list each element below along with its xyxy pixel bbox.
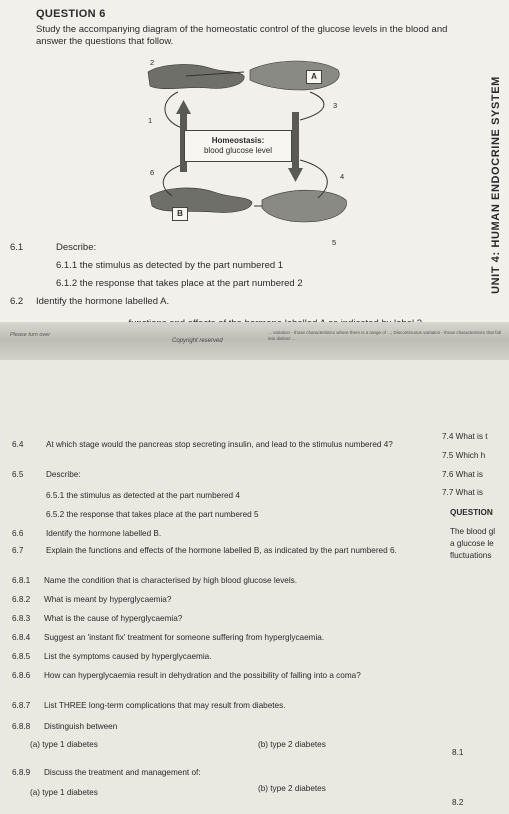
q-6-1-text: Describe:: [56, 242, 97, 253]
q-6-8-9-num: 6.8.9: [12, 768, 31, 777]
q-6-8-9-b: (b) type 2 diabetes: [258, 784, 326, 793]
liver-bottom-image: [262, 190, 347, 222]
unit-side-label: UNIT 4: HUMAN ENDOCRINE SYSTEM: [490, 76, 502, 294]
number-1: 1: [148, 116, 153, 125]
q-6-8-8-num: 6.8.8: [12, 722, 31, 731]
q-6-6-num: 6.6: [12, 529, 24, 538]
right-blood-text: The blood gl: [450, 527, 496, 536]
top-page: [0, 0, 509, 330]
q-6-5-1-text: 6.5.1 the stimulus as detected at the part numbered 4: [46, 491, 240, 500]
q-6-8-2-text: What is meant by hyperglycaemia?: [44, 595, 172, 604]
q-6-4-num: 6.4: [12, 440, 24, 449]
q-6-5-2-text: 6.5.2 the response that takes place at the part numbered 5: [46, 510, 259, 519]
question-intro: Study the accompanying diagram of the homeostatic control of the glucose levels in the blood and answer the questions that follow.: [36, 24, 448, 47]
number-3: 3: [333, 101, 338, 110]
pancreas-bottom-image: [150, 188, 252, 213]
q-6-8-8-a: (a) type 1 diabetes: [30, 740, 98, 749]
q-6-8-3-text: What is the cause of hyperglycaemia?: [44, 614, 183, 623]
number-2: 2: [150, 58, 155, 67]
label-b: B: [172, 207, 188, 221]
q-6-1-1-text: 6.1.1 the stimulus as detected by the part numbered 1: [56, 260, 284, 271]
number-4: 4: [340, 172, 345, 181]
overlapping-notes: ... variation - those characteristics where there is a range of ...; Discontinuous variation - those characteristics that fall into distinct ...: [268, 330, 501, 341]
q-6-8-7-text: List THREE long-term complications that may result from diabetes.: [44, 701, 286, 710]
q-6-8-5-num: 6.8.5: [12, 652, 31, 661]
q-6-8-4-text: Suggest an 'instant fix' treatment for someone suffering from hyperglycaemia.: [44, 633, 325, 642]
right-7-5: 7.5 Which h: [442, 451, 486, 460]
right-7-7: 7.7 What is: [442, 488, 483, 497]
q-6-8-9-a: (a) type 1 diabetes: [30, 788, 98, 797]
number-6: 6: [150, 168, 155, 177]
q-6-2-text: Identify the hormone labelled A.: [36, 296, 170, 307]
pancreas-top-image: [148, 65, 244, 89]
right-fluctuations-text: fluctuations: [450, 551, 492, 560]
liver-top-image: [250, 61, 339, 90]
q-6-1-2-text: 6.1.2 the response that takes place at the part numbered 2: [56, 278, 303, 289]
q-6-1-num: 6.1: [10, 242, 24, 253]
right-7-6: 7.6 What is: [442, 470, 483, 479]
q-6-8-7-num: 6.8.7: [12, 701, 31, 710]
q-6-8-1-text: Name the condition that is characterised by high blood glucose levels.: [44, 576, 298, 585]
q-6-5-text: Describe:: [46, 470, 81, 479]
copyright-text: Copyright reserved: [172, 338, 223, 344]
right-glucose-text: a glucose le: [450, 539, 494, 548]
bottom-page: [0, 360, 509, 814]
right-7-4: 7.4 What is t: [442, 432, 488, 441]
label-a: A: [306, 70, 322, 84]
q-6-8-8-b: (b) type 2 diabetes: [258, 740, 326, 749]
q-6-8-1-num: 6.8.1: [12, 576, 31, 585]
q-6-8-2-num: 6.8.2: [12, 595, 31, 604]
q-6-4-text: At which stage would the pancreas stop secreting insulin, and lead to the stimulus numbered 4?: [46, 440, 393, 449]
q-6-8-9-text: Discuss the treatment and management of:: [44, 768, 201, 777]
homeostasis-box: Homeostasis: blood glucose level: [184, 130, 292, 162]
q-6-8-4-num: 6.8.4: [12, 633, 31, 642]
q-6-7-text: Explain the functions and effects of the hormone labelled B, as indicated by the part numbered 6.: [46, 546, 397, 555]
q-6-2-num: 6.2: [10, 296, 24, 307]
q-6-7-num: 6.7: [12, 546, 24, 555]
down-arrow: [292, 112, 299, 170]
q-6-8-8-text: Distinguish between: [44, 722, 118, 731]
question-title: QUESTION 6: [36, 8, 106, 20]
right-question-heading: QUESTION: [450, 508, 493, 517]
q-6-6-text: Identify the hormone labelled B.: [46, 529, 162, 538]
q-6-8-3-num: 6.8.3: [12, 614, 31, 623]
please-turn-over: Please turn over: [10, 332, 51, 338]
q-6-8-5-text: List the symptoms caused by hyperglycaemia.: [44, 652, 212, 661]
q-6-5-num: 6.5: [12, 470, 24, 479]
q-6-8-6-num: 6.8.6: [12, 671, 31, 680]
right-8-1: 8.1: [452, 748, 464, 757]
q-6-8-6-text: How can hyperglycaemia result in dehydration and the possibility of falling into a coma?: [44, 671, 361, 680]
number-5: 5: [332, 238, 337, 247]
right-8-2: 8.2: [452, 798, 464, 807]
